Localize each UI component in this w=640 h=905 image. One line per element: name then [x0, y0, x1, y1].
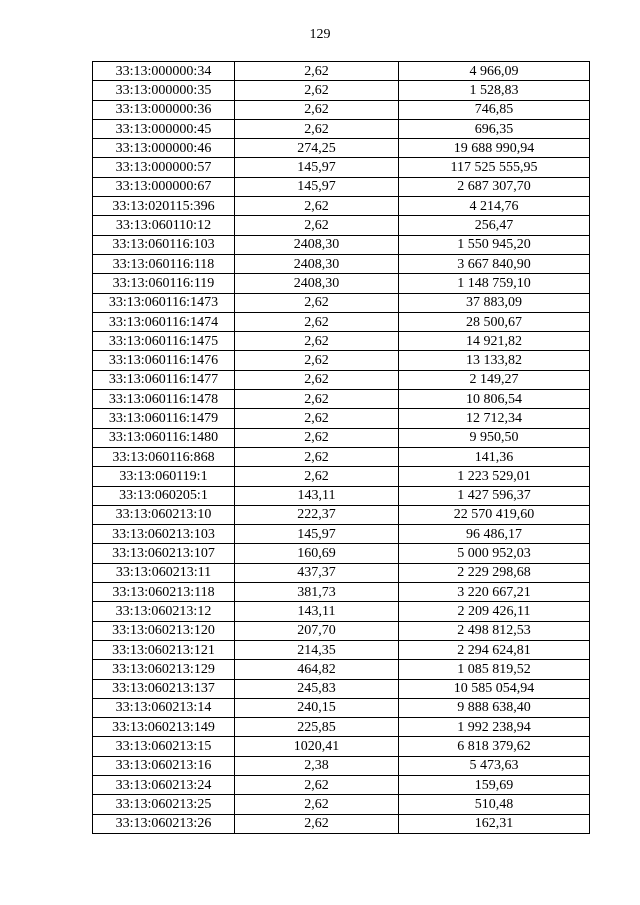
rate-cell: 2,62 — [235, 62, 399, 81]
cadastral-number-cell: 33:13:060116:103 — [93, 235, 235, 254]
rate-cell: 2,62 — [235, 216, 399, 235]
value-cell: 117 525 555,95 — [399, 158, 590, 177]
cadastral-number-cell: 33:13:060213:107 — [93, 544, 235, 563]
table-row — [93, 177, 590, 196]
table-row — [93, 62, 590, 81]
value-cell: 10 585 054,94 — [399, 679, 590, 698]
cadastral-number-cell: 33:13:060213:103 — [93, 525, 235, 544]
rate-cell: 145,97 — [235, 158, 399, 177]
value-cell: 37 883,09 — [399, 293, 590, 312]
value-cell: 9 888 638,40 — [399, 698, 590, 717]
cadastral-number-cell: 33:13:060116:1476 — [93, 351, 235, 370]
rate-cell: 240,15 — [235, 698, 399, 717]
value-cell: 4 966,09 — [399, 62, 590, 81]
value-cell: 1 085 819,52 — [399, 660, 590, 679]
value-cell: 1 992 238,94 — [399, 718, 590, 737]
value-cell: 6 818 379,62 — [399, 737, 590, 756]
rate-cell: 2,62 — [235, 351, 399, 370]
rate-cell: 2,62 — [235, 293, 399, 312]
rate-cell: 274,25 — [235, 139, 399, 158]
value-cell: 4 214,76 — [399, 197, 590, 216]
rate-cell: 145,97 — [235, 525, 399, 544]
table-row — [93, 235, 590, 254]
rate-cell: 2,62 — [235, 197, 399, 216]
rate-cell: 2,62 — [235, 795, 399, 814]
cadastral-number-cell: 33:13:060213:25 — [93, 795, 235, 814]
rate-cell: 225,85 — [235, 718, 399, 737]
rate-cell: 145,97 — [235, 177, 399, 196]
rate-cell: 143,11 — [235, 602, 399, 621]
value-cell: 28 500,67 — [399, 312, 590, 331]
cadastral-number-cell: 33:13:000000:67 — [93, 177, 235, 196]
value-cell: 13 133,82 — [399, 351, 590, 370]
cadastral-number-cell: 33:13:060213:15 — [93, 737, 235, 756]
value-cell: 10 806,54 — [399, 390, 590, 409]
cadastral-number-cell: 33:13:060213:11 — [93, 563, 235, 582]
table-row — [93, 640, 590, 659]
rate-cell: 2,62 — [235, 332, 399, 351]
cadastral-number-cell: 33:13:060213:121 — [93, 640, 235, 659]
table-row — [93, 583, 590, 602]
value-cell: 1 223 529,01 — [399, 467, 590, 486]
cadastral-number-cell: 33:13:060116:1477 — [93, 370, 235, 389]
table-row — [93, 197, 590, 216]
table-row — [93, 370, 590, 389]
table-row — [93, 814, 590, 833]
value-cell: 2 149,27 — [399, 370, 590, 389]
cadastral-number-cell: 33:13:000000:46 — [93, 139, 235, 158]
table-row — [93, 756, 590, 775]
rate-cell: 381,73 — [235, 583, 399, 602]
value-cell: 2 229 298,68 — [399, 563, 590, 582]
value-cell: 22 570 419,60 — [399, 505, 590, 524]
value-cell: 12 712,34 — [399, 409, 590, 428]
value-cell: 3 220 667,21 — [399, 583, 590, 602]
cadastral-number-cell: 33:13:060213:16 — [93, 756, 235, 775]
value-cell: 2 687 307,70 — [399, 177, 590, 196]
rate-cell: 160,69 — [235, 544, 399, 563]
table-row — [93, 293, 590, 312]
rate-cell: 245,83 — [235, 679, 399, 698]
value-cell: 746,85 — [399, 100, 590, 119]
cadastral-number-cell: 33:13:060213:137 — [93, 679, 235, 698]
value-cell: 5 000 952,03 — [399, 544, 590, 563]
table-row — [93, 660, 590, 679]
cadastral-number-cell: 33:13:060213:129 — [93, 660, 235, 679]
cadastral-number-cell: 33:13:060116:868 — [93, 447, 235, 466]
cadastral-number-cell: 33:13:060213:118 — [93, 583, 235, 602]
table-row — [93, 254, 590, 273]
table-body — [93, 62, 590, 834]
rate-cell: 143,11 — [235, 486, 399, 505]
table-row — [93, 505, 590, 524]
rate-cell: 2,62 — [235, 775, 399, 794]
cadastral-number-cell: 33:13:060116:1479 — [93, 409, 235, 428]
table-row — [93, 312, 590, 331]
table-row — [93, 525, 590, 544]
table-row — [93, 158, 590, 177]
table-row — [93, 486, 590, 505]
rate-cell: 1020,41 — [235, 737, 399, 756]
cadastral-number-cell: 33:13:060205:1 — [93, 486, 235, 505]
rate-cell: 207,70 — [235, 621, 399, 640]
cadastral-number-cell: 33:13:060110:12 — [93, 216, 235, 235]
cadastral-number-cell: 33:13:000000:35 — [93, 81, 235, 100]
value-cell: 2 209 426,11 — [399, 602, 590, 621]
rate-cell: 2,62 — [235, 119, 399, 138]
rate-cell: 2,62 — [235, 81, 399, 100]
table-row — [93, 602, 590, 621]
cadastral-number-cell: 33:13:000000:34 — [93, 62, 235, 81]
table-row — [93, 447, 590, 466]
cadastral-number-cell: 33:13:060116:119 — [93, 274, 235, 293]
value-cell: 3 667 840,90 — [399, 254, 590, 273]
table-row — [93, 795, 590, 814]
cadastral-number-cell: 33:13:000000:45 — [93, 119, 235, 138]
cadastral-number-cell: 33:13:060213:26 — [93, 814, 235, 833]
value-cell: 1 148 759,10 — [399, 274, 590, 293]
rate-cell: 2,62 — [235, 428, 399, 447]
table-row — [93, 216, 590, 235]
table-row — [93, 332, 590, 351]
cadastral-number-cell: 33:13:060213:12 — [93, 602, 235, 621]
value-cell: 96 486,17 — [399, 525, 590, 544]
cadastral-number-cell: 33:13:060116:1474 — [93, 312, 235, 331]
value-cell: 696,35 — [399, 119, 590, 138]
value-cell: 19 688 990,94 — [399, 139, 590, 158]
cadastral-number-cell: 33:13:060119:1 — [93, 467, 235, 486]
table-row — [93, 544, 590, 563]
value-cell: 2 294 624,81 — [399, 640, 590, 659]
cadastral-number-cell: 33:13:060116:1475 — [93, 332, 235, 351]
cadastral-number-cell: 33:13:060116:1473 — [93, 293, 235, 312]
rate-cell: 2,62 — [235, 312, 399, 331]
table-row — [93, 698, 590, 717]
value-cell: 9 950,50 — [399, 428, 590, 447]
rate-cell: 2408,30 — [235, 254, 399, 273]
value-cell: 1 427 596,37 — [399, 486, 590, 505]
table-row — [93, 737, 590, 756]
table-row — [93, 119, 590, 138]
table-row — [93, 274, 590, 293]
value-cell: 1 550 945,20 — [399, 235, 590, 254]
cadastral-number-cell: 33:13:060213:24 — [93, 775, 235, 794]
table-row — [93, 81, 590, 100]
rate-cell: 2,62 — [235, 409, 399, 428]
cadastral-value-table — [92, 61, 590, 834]
table-row — [93, 139, 590, 158]
table-row — [93, 621, 590, 640]
cadastral-number-cell: 33:13:000000:36 — [93, 100, 235, 119]
cadastral-number-cell: 33:13:060116:1478 — [93, 390, 235, 409]
rate-cell: 2408,30 — [235, 274, 399, 293]
value-cell: 1 528,83 — [399, 81, 590, 100]
rate-cell: 2,62 — [235, 390, 399, 409]
table-row — [93, 100, 590, 119]
rate-cell: 2,62 — [235, 370, 399, 389]
cadastral-number-cell: 33:13:060213:14 — [93, 698, 235, 717]
rate-cell: 464,82 — [235, 660, 399, 679]
value-cell: 159,69 — [399, 775, 590, 794]
rate-cell: 437,37 — [235, 563, 399, 582]
rate-cell: 214,35 — [235, 640, 399, 659]
table-row — [93, 563, 590, 582]
table-row — [93, 679, 590, 698]
table-row — [93, 390, 590, 409]
table-row — [93, 351, 590, 370]
value-cell: 5 473,63 — [399, 756, 590, 775]
table-row — [93, 409, 590, 428]
rate-cell: 2,38 — [235, 756, 399, 775]
cadastral-number-cell: 33:13:000000:57 — [93, 158, 235, 177]
value-cell: 256,47 — [399, 216, 590, 235]
cadastral-number-cell: 33:13:060213:120 — [93, 621, 235, 640]
value-cell: 14 921,82 — [399, 332, 590, 351]
table-row — [93, 428, 590, 447]
page-number: 129 — [309, 27, 331, 42]
rate-cell: 2,62 — [235, 447, 399, 466]
value-cell: 162,31 — [399, 814, 590, 833]
table-row — [93, 775, 590, 794]
rate-cell: 2,62 — [235, 100, 399, 119]
value-cell: 2 498 812,53 — [399, 621, 590, 640]
table-row — [93, 467, 590, 486]
value-cell: 141,36 — [399, 447, 590, 466]
rate-cell: 2,62 — [235, 814, 399, 833]
cadastral-number-cell: 33:13:020115:396 — [93, 197, 235, 216]
cadastral-number-cell: 33:13:060116:1480 — [93, 428, 235, 447]
cadastral-number-cell: 33:13:060213:149 — [93, 718, 235, 737]
value-cell: 510,48 — [399, 795, 590, 814]
cadastral-number-cell: 33:13:060213:10 — [93, 505, 235, 524]
rate-cell: 222,37 — [235, 505, 399, 524]
rate-cell: 2,62 — [235, 467, 399, 486]
table-row — [93, 718, 590, 737]
cadastral-number-cell: 33:13:060116:118 — [93, 254, 235, 273]
rate-cell: 2408,30 — [235, 235, 399, 254]
